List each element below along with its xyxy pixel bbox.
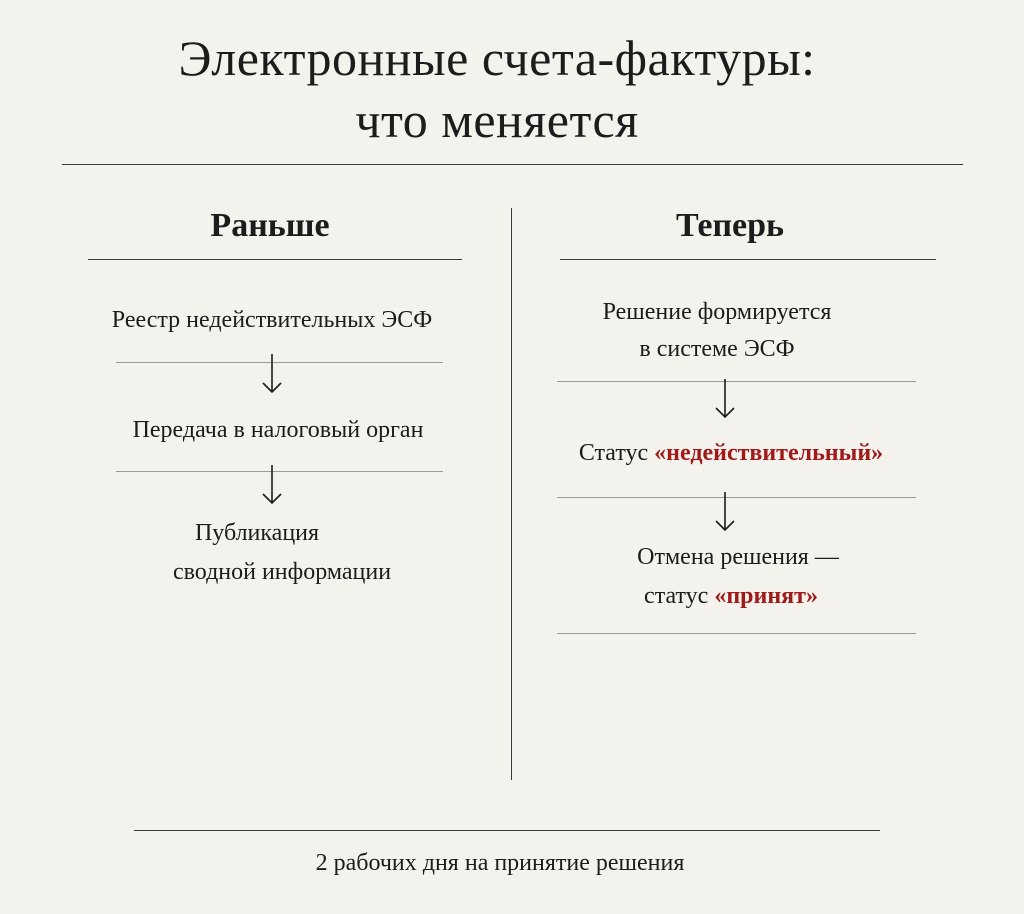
footer-note: 2 рабочих дня на принятие решения xyxy=(315,850,685,876)
before-heading: Раньше xyxy=(210,207,330,244)
down-arrow-icon xyxy=(261,463,283,505)
after-step-3 xyxy=(538,542,938,612)
after-heading-underline xyxy=(560,259,936,260)
after-separator-2 xyxy=(557,497,916,498)
before-heading-underline xyxy=(88,259,462,260)
after-step-3-line-2 xyxy=(524,581,938,612)
before-step-2 xyxy=(78,415,478,446)
down-arrow-icon xyxy=(714,377,736,419)
before-step-2-text: Передача в налоговый орган xyxy=(132,417,424,443)
after-step-1 xyxy=(517,297,917,365)
before-step-1-text: Реестр недействительных ЭСФ xyxy=(111,307,433,333)
after-separator-3 xyxy=(557,633,916,634)
down-arrow-icon xyxy=(261,352,283,394)
after-step-3-prefix: статус xyxy=(644,583,715,609)
after-step-3-line-1: Отмена решения — xyxy=(637,544,839,570)
column-divider xyxy=(511,208,512,780)
after-step-2 xyxy=(531,438,931,469)
status-invalid-badge: «недействительный» xyxy=(654,440,884,466)
before-step-3 xyxy=(82,518,482,588)
page-title-line-2: что меняется xyxy=(355,92,639,148)
after-heading: Теперь xyxy=(675,207,785,244)
after-separator-1 xyxy=(557,381,916,382)
before-step-3-line-1: Публикация xyxy=(194,520,320,546)
after-step-1-line-2: в системе ЭСФ xyxy=(639,336,795,362)
page-title-line-1: Электронные счета-фактуры: xyxy=(178,30,816,86)
status-accepted-badge: «принят» xyxy=(714,583,818,609)
before-step-3-line-2: сводной информации xyxy=(172,559,392,585)
down-arrow-icon xyxy=(714,490,736,532)
after-step-2-prefix: Статус xyxy=(578,440,655,466)
before-step-1 xyxy=(72,305,472,336)
title-divider xyxy=(62,164,963,165)
after-step-1-line-1: Решение формируется xyxy=(602,299,832,325)
footer-divider xyxy=(134,830,880,831)
